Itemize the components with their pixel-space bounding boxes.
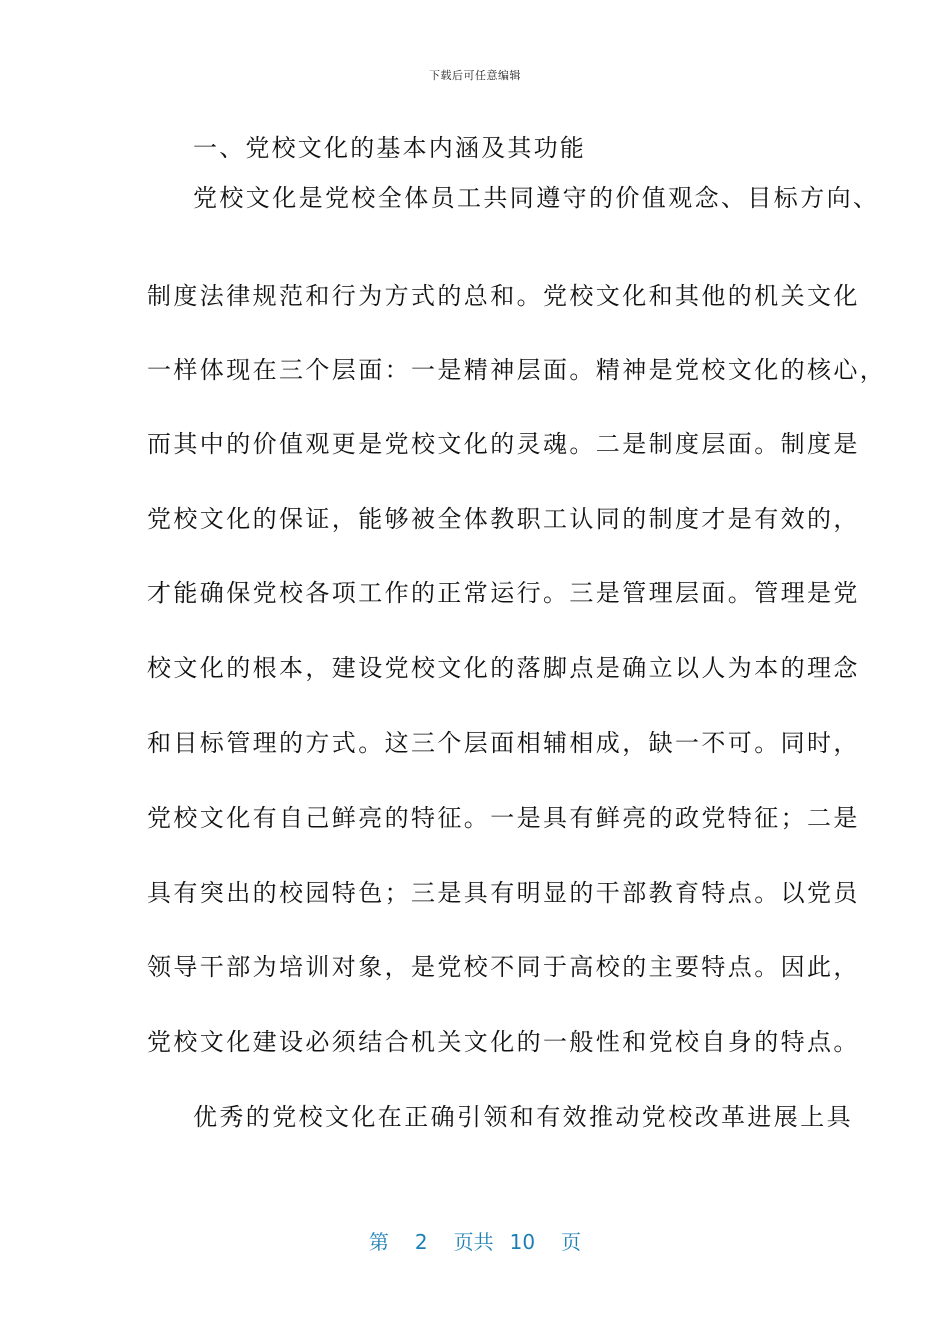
paragraph-1-line-4: 而其中的价值观更是党校文化的灵魂。二是制度层面。制度是 [147,430,860,458]
footer-middle: 页共 [453,1230,494,1254]
footer-page-total: 10 [509,1230,536,1254]
paragraph-1-line-10: 具有突出的校园特色；三是具有明显的干部教育特点。以党员 [147,879,860,907]
paragraph-1-line-1: 党校文化是党校全体员工共同遵守的价值观念、目标方向、 [193,184,880,212]
paragraph-1-line-2: 制度法律规范和行为方式的总和。党校文化和其他的机关文化 [147,282,860,310]
paragraph-1-line-6: 才能确保党校各项工作的正常运行。三是管理层面。管理是党 [147,579,860,607]
paragraph-1-line-3: 一样体现在三个层面：一是精神层面。精神是党校文化的核心， [147,356,887,384]
footer-prefix: 第 [368,1230,389,1254]
header-note: 下载后可任意编辑 [429,69,521,82]
paragraph-1-line-12: 党校文化建设必须结合机关文化的一般性和党校自身的特点。 [147,1028,860,1056]
paragraph-1-line-7: 校文化的根本，建设党校文化的落脚点是确立以人为本的理念 [147,654,860,682]
footer-page-current: 2 [414,1230,428,1254]
page-footer [0,1226,950,1255]
paragraph-1-line-11: 领导干部为培训对象，是党校不同于高校的主要特点。因此， [147,953,860,981]
paragraph-1-line-5: 党校文化的保证，能够被全体教职工认同的制度才是有效的， [147,505,860,533]
footer-suffix: 页 [561,1230,582,1254]
paragraph-1-line-8: 和目标管理的方式。这三个层面相辅相成，缺一不可。同时， [147,729,860,757]
paragraph-2-line-1: 优秀的党校文化在正确引领和有效推动党校改革进展上具 [193,1103,853,1131]
paragraph-1-line-9: 党校文化有自己鲜亮的特征。一是具有鲜亮的政党特征；二是 [147,804,860,832]
section-heading: 一、党校文化的基本内涵及其功能 [193,134,586,162]
